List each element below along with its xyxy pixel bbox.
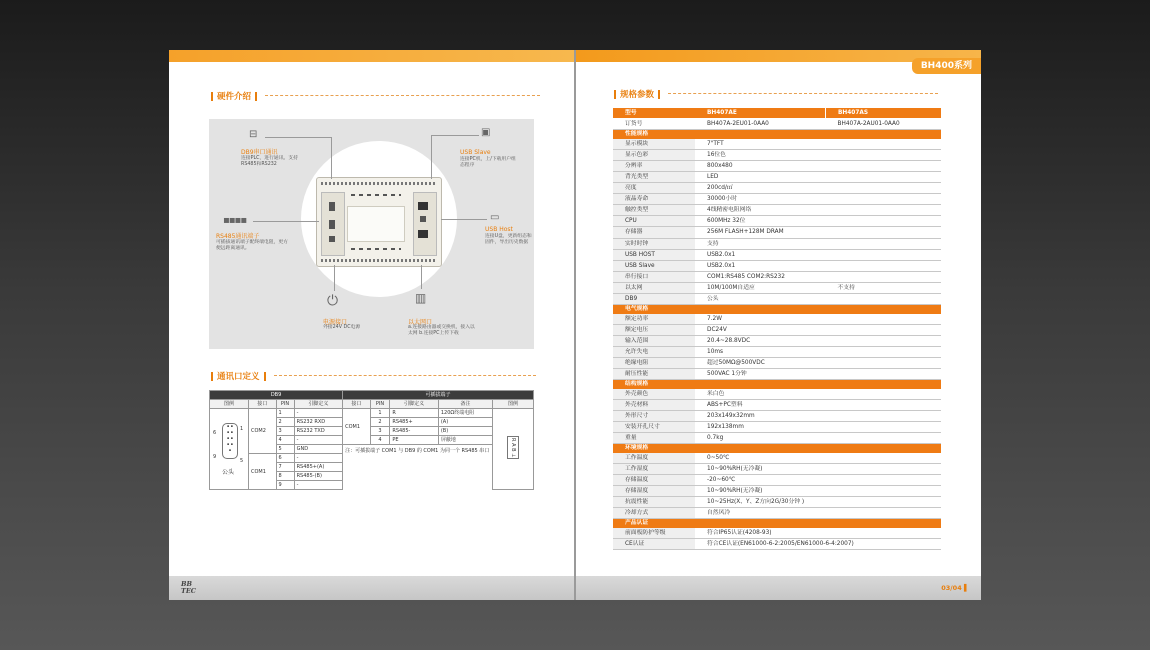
spec-row-value: 10~90%RH(无冷凝) [695,485,941,496]
spec-row-value: 20.4~28.8VDC [695,335,941,346]
col-def-r: 引脚定义 [390,400,439,409]
spec-row-value: 203x149x32mm [695,410,941,421]
spec-group-header: 电气规格 [613,305,941,314]
spec-row [613,421,941,432]
spec-row-label: 串行接口 [613,271,695,282]
usb-slave-title: USB Slave [460,149,491,156]
spec-header-row: 型号 BH407AE BH407AS [613,108,941,119]
left-top-bar [169,50,574,62]
spec-row-label: 存储器 [613,227,695,238]
spec-row-value: 10ms [695,346,941,357]
spec-row [613,205,941,216]
spec-section-title: 规格参数 [610,88,938,100]
col-iface: 接口 [249,400,277,409]
left-bottom-bar [169,576,574,600]
spec-row-value: 200cd/㎡ [695,183,941,194]
spec-row-label: CPU [613,216,695,227]
rs485-desc: 可插拔通讯端子配终端电阻，更方便远距离通讯。 [216,240,288,251]
spec-row-label: 前面板防护等级 [613,528,695,539]
spec-row [613,474,941,485]
spec-row [613,399,941,410]
ethernet-icon: ▥ [415,291,427,305]
spec-row-label: 绝缘电阻 [613,357,695,368]
spec-row [613,528,941,539]
spec-row-label: 显示色彩 [613,149,695,160]
spec-row [613,282,941,293]
spec-row-label: 实时时钟 [613,238,695,249]
spec-row-label: 额定功率 [613,314,695,325]
spec-row-value: 30000小时 [695,194,941,205]
spec-group-header: 产品认证 [613,519,941,528]
spec-row [613,139,941,150]
spec-row-value: 7.2W [695,314,941,325]
spec-row-value: 16位色 [695,149,941,160]
spec-row-value-b: 不支持 [826,282,942,293]
spec-row [613,357,941,368]
spec-row-label: 工作温度 [613,453,695,464]
spec-row-value: 符合IP65认证(4208-93) [695,528,941,539]
spec-row-label: 重量 [613,433,695,444]
spec-row [613,538,941,549]
spec-row [613,216,941,227]
spec-row [613,160,941,171]
spec-row [613,389,941,400]
usb-slave-icon: ▣ [481,127,491,138]
usb-host-title: USB Host [485,226,513,233]
spec-row [613,369,941,380]
spec-row-label: 耐压性能 [613,369,695,380]
ethernet-desc: a.连接路由器或交换机，接入以太网 b.连接PC上传下载 [408,325,475,336]
left-page [169,50,574,600]
spec-row-value: COM1:RS485 COM2:RS232 [695,271,941,282]
spec-row-value: 0.7kg [695,433,941,444]
terminal-legend-icon: R A B ⊥ [507,436,519,459]
spec-row [613,294,941,305]
device-back-view [316,177,442,267]
spec-row [613,260,941,271]
page-number: 03/04 ▌ [941,584,969,592]
spec-row-value: 256M FLASH+128M DRAM [695,227,941,238]
spec-row [613,433,941,444]
hardware-section-title: 硬件介绍 [207,90,540,102]
comm-port-table: DB9 可插拔端子 图例 接口 PIN 引脚定义 接口 PIN 引脚定义 备注 图例 6 1 9 5 ∙∙ ∙∙ ∙∙ ∙∙ ∙ 公头 COM2 1 - COM1 1 R 120Ω终端电阻 R A B ⊥ 2 RS232 RXD 2 RS485+ (A) 3 RS232 TXD 3 RS485- (B) 4 - 4 PE 屏蔽地 5 GND 注：可插拔端子 COM1 与 DB9 的 COM1 为同一个 RS485 串口 COM1 6 - 7 RS485+(A) 8 RS485-(B) 9 - [209,390,534,490]
spec-order-row: 订货号 BH407A-2EU01-0AA0 BH407A-2AU01-0AA0 [613,119,941,130]
series-tag: BH400系列 [912,58,981,74]
db9-connector-icon: ∙∙ ∙∙ ∙∙ ∙∙ ∙ [222,423,238,459]
spec-row-value: 自然风冷 [695,508,941,519]
spec-row-label: 外壳材料 [613,399,695,410]
spec-row-label: 存储温度 [613,474,695,485]
spec-row-label: 安装开孔尺寸 [613,421,695,432]
brand-logo: BB TEC [181,580,196,595]
spec-row-value: 10~25Hz(X、Y、Z方向2G/30分钟 ) [695,497,941,508]
spec-row-value: 0~50℃ [695,453,941,464]
spec-row [613,238,941,249]
power-title: 电源接口 [323,319,348,326]
spec-row-label: 工作湿度 [613,463,695,474]
spec-row-label: 以太网 [613,282,695,293]
col-note-r: 备注 [438,400,492,409]
power-icon: ⏻ [327,293,339,309]
spec-row [613,346,941,357]
col-iface-r: 接口 [343,400,371,409]
spec-row-label: USB Slave [613,260,695,271]
spec-row-label: 亮度 [613,183,695,194]
spec-row-value: 500VAC 1分钟 [695,369,941,380]
spec-row [613,463,941,474]
spec-row-value: 600MHz 32位 [695,216,941,227]
spec-row [613,508,941,519]
spec-row [613,149,941,160]
spec-row-label: 液晶寿命 [613,194,695,205]
power-desc: 外接24V DC电源 [323,325,361,330]
spec-row-label: 分辨率 [613,160,695,171]
spec-row-label: 抗震性能 [613,497,695,508]
spec-row-value: LED [695,171,941,182]
spec-group-header: 结构规格 [613,380,941,389]
spec-row-label: 额定电压 [613,324,695,335]
spec-group-header: 性能规格 [613,130,941,139]
col-legend-r: 图例 [492,400,533,409]
spec-row [613,183,941,194]
spec-row-value: DC24V [695,324,941,335]
col-def: 引脚定义 [294,400,343,409]
col-legend: 图例 [210,400,249,409]
spec-row-value: -20~60℃ [695,474,941,485]
usb-slave-desc: 连接PC机，上/下载用户组态程序 [460,157,516,168]
db9-header: DB9 [210,391,343,400]
comm-section-title: 通讯口定义 [207,370,536,382]
spec-row-label: 冷却方式 [613,508,695,519]
spec-row [613,314,941,325]
spec-row-value: 10~90%RH(无冷凝) [695,463,941,474]
right-bottom-bar [576,576,981,600]
spec-row [613,171,941,182]
db9-title: DB9串口通讯 [241,149,278,156]
spec-row-value: USB2.0x1 [695,260,941,271]
spec-row-value: 支持 [695,238,941,249]
col-pin-r: PIN [370,400,390,409]
hardware-diagram [209,119,534,349]
spec-row-value: 超过50MΩ@500VDC [695,357,941,368]
spec-row [613,194,941,205]
db9-desc: 连接PLC，进行通讯。支持RS485和RS232 [241,156,298,167]
spec-row [613,453,941,464]
spec-row-label: 背光类型 [613,171,695,182]
spec-row [613,335,941,346]
terminal-header: 可插拔端子 [343,391,534,400]
terminal-legend-cell [492,409,533,490]
spec-row-value: 7"TFT [695,139,941,150]
spec-row-value: 10M/100M自适应 [695,282,826,293]
spec-group-header: 环境规格 [613,444,941,453]
rs485-title: RS485通讯端子 [216,233,260,240]
spec-row-value: ABS+PC塑料 [695,399,941,410]
spec-row-value: 800x480 [695,160,941,171]
spec-row [613,271,941,282]
usb-host-desc: 连接U盘，更新组态和固件，导出历史数据 [485,234,532,245]
spec-row [613,485,941,496]
spec-row-label: 输入范围 [613,335,695,346]
spec-row-value: USB2.0x1 [695,249,941,260]
spec-row-label: 触控类型 [613,205,695,216]
spec-row [613,324,941,335]
spec-row [613,227,941,238]
spec-table [613,108,941,550]
spec-row-label: CE认证 [613,538,695,549]
right-page [576,50,981,600]
db9-legend-label: 公头 [222,469,235,476]
spec-row-label: 存储湿度 [613,485,695,496]
spec-row-value: 公头 [695,294,941,305]
spec-row-value: 米白色 [695,389,941,400]
spec-row-label: 外形尺寸 [613,410,695,421]
db9-legend-cell: 6 1 9 5 ∙∙ ∙∙ ∙∙ ∙∙ ∙ 公头 [210,409,249,490]
spec-row-label: 显示模块 [613,139,695,150]
spec-row-value: 符合CE认证(EN61000-6-2:2005/EN61000-6-4:2007) [695,538,941,549]
spec-row-value: 4线精密电阻网络 [695,205,941,216]
terminal-block-icon: ▪▪▪▪ [223,215,247,226]
usb-host-icon: ▭ [490,212,500,223]
spec-row-label: DB9 [613,294,695,305]
spec-row-label: USB HOST [613,249,695,260]
db9-port-icon: ⊟ [249,129,258,140]
spec-row [613,249,941,260]
spec-row-value: 192x138mm [695,421,941,432]
spec-row-label: 外壳颜色 [613,389,695,400]
spec-row [613,497,941,508]
ethernet-title: 以太网口 [408,319,433,326]
spec-row-label: 允许失电 [613,346,695,357]
spec-row [613,410,941,421]
terminal-note: 注：可插拔端子 COM1 与 DB9 的 COM1 为同一个 RS485 串口 [343,445,493,490]
col-pin: PIN [276,400,294,409]
device-screen [347,206,405,242]
